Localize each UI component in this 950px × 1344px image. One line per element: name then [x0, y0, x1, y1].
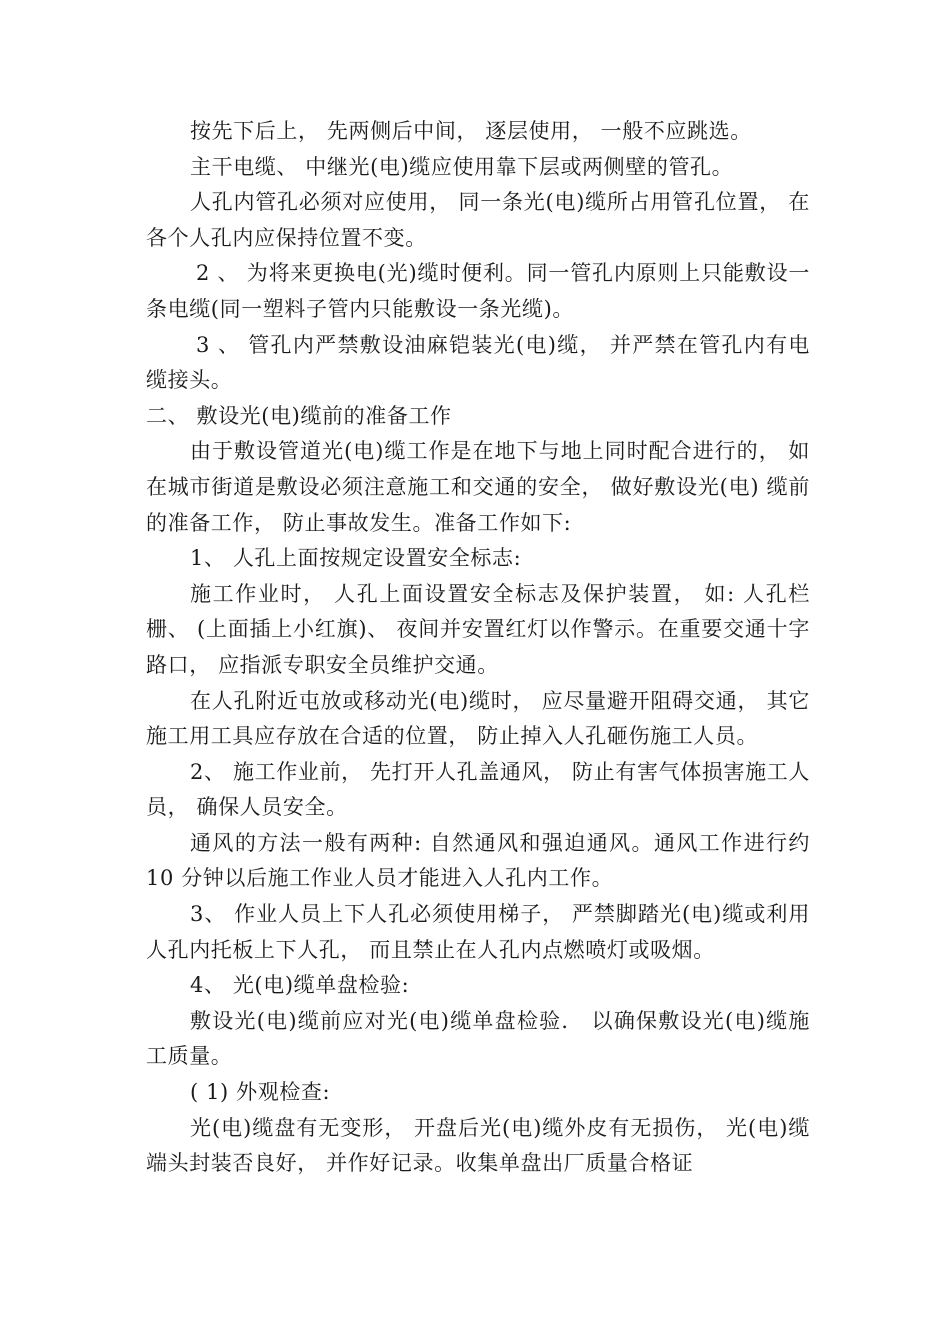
numbered-paragraph: 2、 施工作业前， 先打开人孔盖通风， 防止有害气体损害施工人员， 确保人员安全。 — [146, 759, 810, 820]
section-heading: 二、 敷设光(电)缆前的准备工作 — [146, 403, 452, 428]
numbered-paragraph: 3 、 管孔内严禁敷设油麻铠装光(电)缆， 并严禁在管孔内有电缆接头。 — [146, 332, 810, 393]
numbered-item-heading: 4、 光(电)缆单盘检验: — [190, 973, 410, 998]
numbered-item-heading: 1、 人孔上面按规定设置安全标志: — [190, 546, 522, 571]
paragraph: 通风的方法一般有两种: 自然通风和强迫通风。通风工作进行约 10 分钟以后施工作业人员才能进入人孔内工作。 — [146, 830, 810, 891]
document-body — [146, 114, 810, 1182]
paragraph: 主干电缆、 中继光(电)缆应使用靠下层或两侧壁的管孔。 — [190, 154, 734, 179]
paragraph: 按先下后上， 先两侧后中间， 逐层使用， 一般不应跳选。 — [190, 119, 752, 143]
numbered-paragraph: 2 、 为将来更换电(光)缆时便利。同一管孔内原则上只能敷设一条电缆(同一塑料子管内只能敷设一条光缆)。 — [146, 261, 810, 321]
numbered-paragraph: 3、 作业人员上下人孔必须使用梯子， 严禁脚踏光(电)缆或利用人孔内托板上下人孔， 而且禁止在人孔内点燃喷灯或吸烟。 — [146, 902, 810, 962]
paragraph: 光(电)缆盘有无变形， 开盘后光(电)缆外皮有无损伤， 光(电)缆端头封装否良好， 并作好记录。收集单盘出厂质量合格证 — [146, 1115, 810, 1176]
paragraph: 在人孔附近屯放或移动光(电)缆时， 应尽量避开阻碍交通， 其它施工用工具应存放在合适的位置， 防止掉入人孔砸伤施工人员。 — [146, 688, 810, 749]
paragraph: 敷设光(电)缆前应对光(电)缆单盘检验． 以确保敷设光(电)缆施工质量。 — [146, 1008, 810, 1069]
sub-item-heading: ( 1) 外观检查: — [190, 1080, 331, 1105]
paragraph: 人孔内管孔必须对应使用， 同一条光(电)缆所占用管孔位置， 在各个人孔内应保持位置不变。 — [146, 190, 810, 250]
paragraph: 施工作业时， 人孔上面设置安全标志及保护装置， 如: 人孔栏栅、 (上面插上小红旗)、 夜间并安置红灯以作警示。在重要交通十字路口， 应指派专职安全员维护交通。 — [146, 581, 810, 677]
paragraph: 由于敷设管道光(电)缆工作是在地下与地上同时配合进行的， 如在城市街道是敷设必须注意施工和交通的安全， 做好敷设光(电) 缆前的准备工作， 防止事故发生。准备工作如下: — [146, 439, 810, 535]
